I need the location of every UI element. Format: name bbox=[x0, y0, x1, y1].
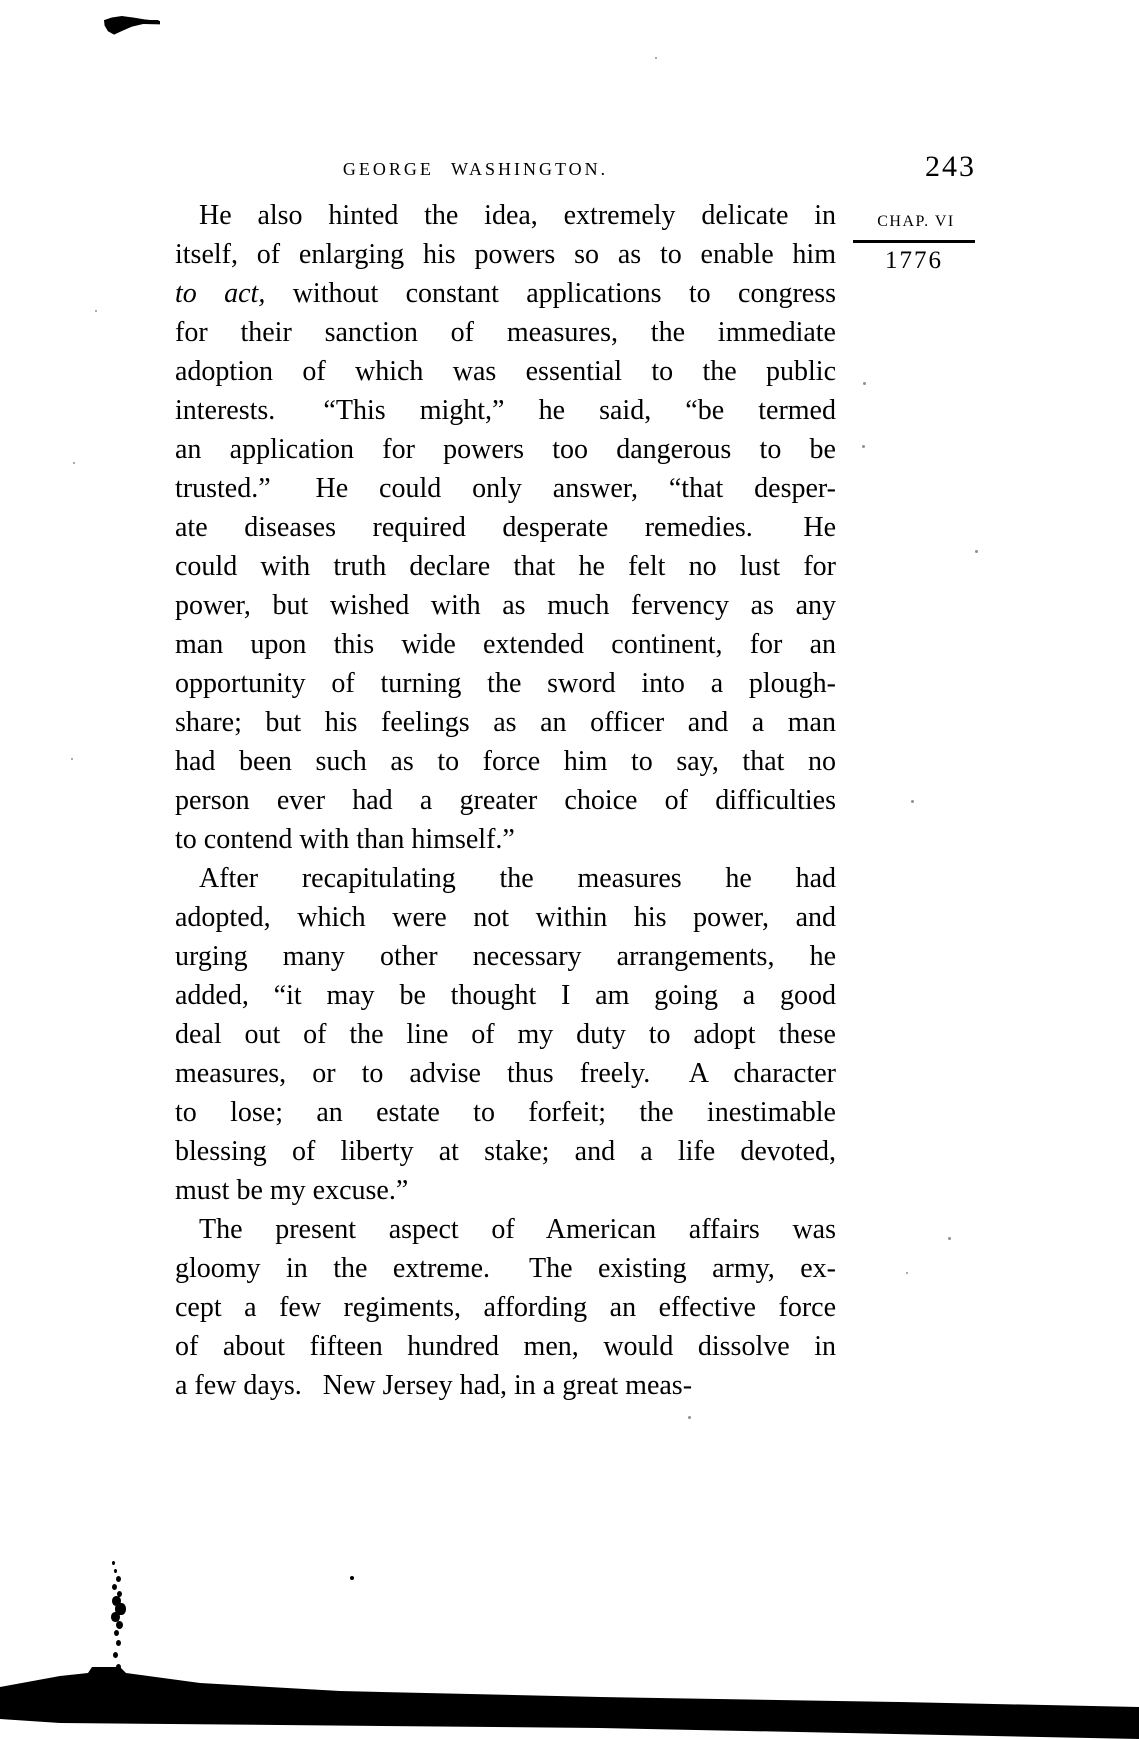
text-line: to act, without constant applications to congress bbox=[175, 278, 836, 309]
scan-artifact-streak bbox=[112, 1561, 115, 1565]
text-line: had been such as to force him to say, that no bbox=[175, 746, 836, 777]
text-line: adoption of which was essential to the public bbox=[175, 356, 836, 387]
paragraph bbox=[175, 196, 836, 859]
text-line: He also hinted the idea, extremely delicate in bbox=[199, 200, 836, 231]
margin-rule bbox=[853, 240, 975, 243]
scan-speck bbox=[71, 758, 73, 760]
text-line: After recapitulating the measures he had bbox=[199, 863, 836, 894]
scan-speck bbox=[863, 382, 866, 385]
text-line: itself, of enlarging his powers so as to enable him bbox=[175, 239, 836, 270]
text-line: added, “it may be thought I am going a good bbox=[175, 980, 836, 1011]
scan-speck bbox=[95, 310, 97, 312]
text-line: The present aspect of American affairs was bbox=[199, 1214, 836, 1245]
text-line: interests. “This might,” he said, “be termed bbox=[175, 395, 836, 426]
text-line: for their sanction of measures, the immediate bbox=[175, 317, 836, 348]
text-line: adopted, which were not within his power, and bbox=[175, 902, 836, 933]
paragraph bbox=[175, 1210, 836, 1405]
paragraph bbox=[175, 859, 836, 1210]
text-line: deal out of the line of my duty to adopt these bbox=[175, 1019, 836, 1050]
text-line: measures, or to advise thus freely. A character bbox=[175, 1058, 836, 1089]
text-line: gloomy in the extreme. The existing army, ex- bbox=[175, 1253, 836, 1284]
scan-speck bbox=[911, 800, 914, 803]
scan-speck bbox=[73, 462, 75, 464]
text-line: to lose; an estate to forfeit; the inestimable bbox=[175, 1097, 836, 1128]
body-text bbox=[175, 196, 836, 1405]
scan-speck bbox=[975, 550, 978, 553]
text-line: an application for powers too dangerous to be bbox=[175, 434, 836, 465]
text-line: power, but wished with as much fervency as any bbox=[175, 590, 836, 621]
text-line: of about fifteen hundred men, would dissolve in bbox=[175, 1331, 836, 1362]
text-line: urging many other necessary arrangements, he bbox=[175, 941, 836, 972]
scan-speck bbox=[350, 1576, 354, 1580]
scan-speck bbox=[655, 57, 657, 59]
text-line: cept a few regiments, affording an effective force bbox=[175, 1292, 836, 1323]
text-line: a few days. New Jersey had, in a great meas- bbox=[175, 1370, 693, 1401]
running-header-title: GEORGE WASHINGTON. bbox=[342, 159, 609, 179]
scan-ink-dash bbox=[150, 20, 159, 23]
text-line: must be my excuse.” bbox=[175, 1175, 409, 1206]
scan-ink-blob bbox=[104, 16, 160, 35]
page-number: 243 bbox=[925, 150, 976, 183]
scan-artifact-bottom-bar bbox=[0, 1660, 1139, 1740]
text-line: share; but his feelings as an officer and a man bbox=[175, 707, 836, 738]
text-line: to contend with than himself.” bbox=[175, 824, 515, 855]
text-line: person ever had a greater choice of difficulties bbox=[175, 785, 836, 816]
scan-speck bbox=[906, 1272, 908, 1274]
text-line: could with truth declare that he felt no lust for bbox=[175, 551, 836, 582]
scan-speck bbox=[688, 1416, 691, 1419]
text-line: blessing of liberty at stake; and a life devoted, bbox=[175, 1136, 836, 1167]
text-line: man upon this wide extended continent, for an bbox=[175, 629, 836, 660]
text-line: opportunity of turning the sword into a plough- bbox=[175, 668, 836, 699]
scan-speck bbox=[862, 445, 865, 448]
text-line: trusted.” He could only answer, “that desper- bbox=[175, 473, 836, 504]
year-label: 1776 bbox=[885, 247, 943, 274]
margin-note bbox=[853, 213, 979, 275]
text-line: ate diseases required desperate remedies. He bbox=[175, 512, 836, 543]
chapter-label: CHAP. VI bbox=[877, 213, 955, 230]
scan-speck bbox=[948, 1237, 951, 1240]
